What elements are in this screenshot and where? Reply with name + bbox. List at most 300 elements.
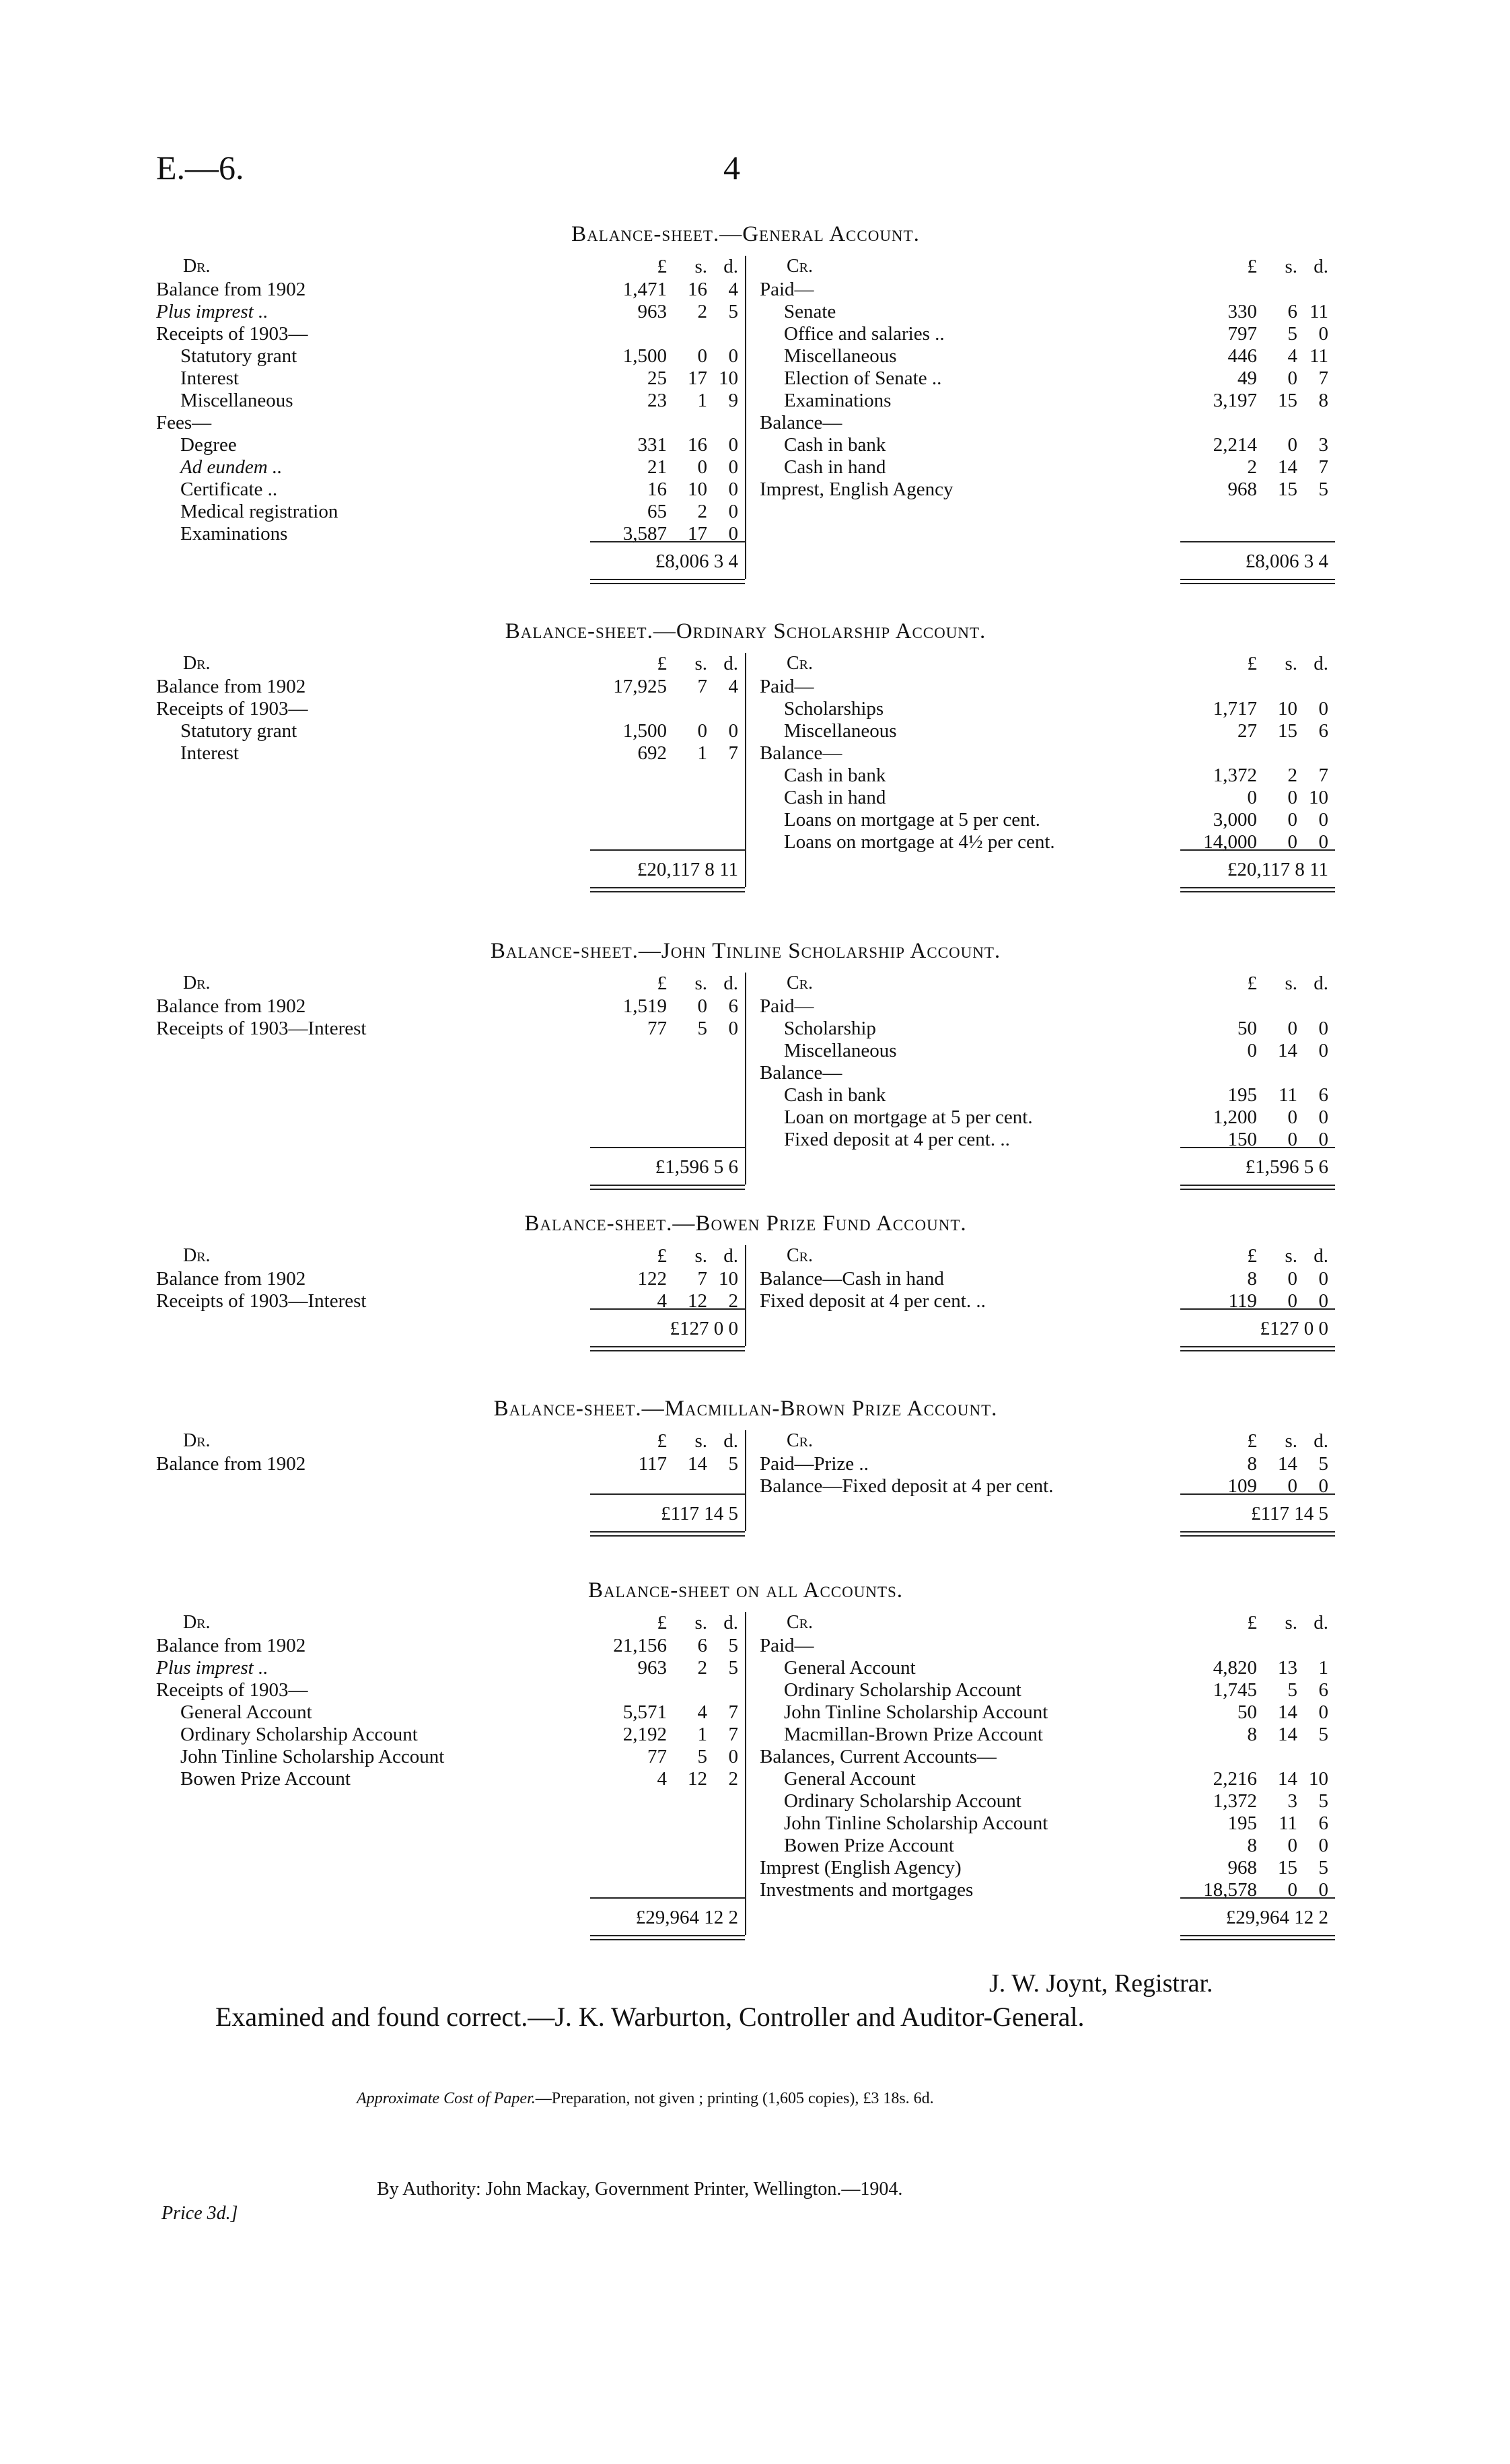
shilling-header: s. — [1285, 256, 1297, 277]
row-shillings: 14 — [1278, 456, 1297, 478]
pound-header: £ — [657, 1245, 667, 1267]
ledger-row — [156, 809, 745, 831]
ledger-row — [156, 1040, 745, 1062]
row-pounds: 1,500 — [622, 720, 667, 742]
double-rule — [1180, 583, 1335, 584]
row-shillings: 5 — [1287, 1679, 1297, 1701]
ledger-row — [746, 1812, 1335, 1835]
row-pounds: 50 — [1237, 1018, 1257, 1039]
row-pence: 4 — [728, 279, 738, 300]
ledger-row — [746, 698, 1335, 720]
row-pounds: 2 — [1247, 456, 1257, 478]
row-pounds: 4,820 — [1213, 1657, 1257, 1679]
row-label: Examinations — [784, 390, 892, 411]
row-pounds: 65 — [647, 501, 667, 522]
row-pounds: 1,500 — [622, 345, 667, 367]
ledger-row — [156, 323, 745, 345]
account-grid — [156, 1430, 1335, 1531]
account-grid — [156, 973, 1335, 1185]
debit-column — [156, 973, 745, 1185]
double-rule — [590, 1939, 745, 1940]
pence-header: d. — [723, 973, 738, 994]
row-label: Paid— — [760, 995, 814, 1017]
double-rule — [1180, 1346, 1335, 1347]
ledger-row — [156, 1635, 745, 1657]
total-row — [156, 1901, 745, 1935]
column-header — [156, 1245, 745, 1268]
row-pounds: 27 — [1237, 720, 1257, 742]
row-shillings: 6 — [1287, 301, 1297, 322]
row-label: Election of Senate .. — [784, 367, 942, 389]
row-label: Imprest (English Agency) — [760, 1857, 962, 1878]
row-shillings: 6 — [697, 1635, 707, 1656]
row-pence: 6 — [1318, 1084, 1328, 1106]
cost-label: Approximate Cost of Paper. — [357, 2090, 536, 2107]
pence-header: d. — [1314, 1430, 1328, 1452]
ledger-row — [746, 1635, 1335, 1657]
row-label: Bowen Prize Account — [180, 1768, 351, 1790]
ledger-row — [746, 434, 1335, 456]
row-pounds: 1,745 — [1213, 1679, 1257, 1701]
row-shillings: 2 — [1287, 765, 1297, 786]
ledger-row — [746, 279, 1335, 301]
row-label: Cash in bank — [784, 1084, 886, 1106]
row-label: Ad eundem .. — [180, 456, 283, 478]
row-shillings: 12 — [688, 1290, 707, 1312]
total-rule — [590, 1308, 745, 1310]
row-pence: 0 — [1318, 1268, 1328, 1290]
ledger-row — [156, 1657, 745, 1679]
ledger-row — [746, 501, 1335, 523]
row-label: Balance— — [760, 742, 842, 764]
double-rule — [1180, 1535, 1335, 1537]
row-pounds: 77 — [647, 1746, 667, 1767]
ledger-row — [746, 1790, 1335, 1812]
row-pence: 2 — [728, 1768, 738, 1790]
ledger-row — [746, 809, 1335, 831]
ledger-row — [156, 479, 745, 501]
row-pence: 0 — [1318, 831, 1328, 853]
row-pence: 5 — [728, 1657, 738, 1679]
cr-heading: Cr. — [787, 256, 814, 277]
row-label: Fees— — [156, 412, 212, 433]
printer-authority: By Authority: John Mackay, Government Printer, Wellington.—1904. — [377, 2179, 903, 2199]
row-pence: 6 — [1318, 720, 1328, 742]
double-rule — [590, 1350, 745, 1351]
row-label: Senate — [784, 301, 836, 322]
pence-header: d. — [723, 1612, 738, 1633]
row-pounds: 963 — [637, 301, 667, 322]
row-label: Interest — [180, 742, 239, 764]
row-shillings: 11 — [1279, 1812, 1297, 1834]
row-shillings: 0 — [1287, 1290, 1297, 1312]
pound-header: £ — [1247, 1430, 1257, 1452]
row-pounds: 77 — [647, 1018, 667, 1039]
row-pounds: 8 — [1247, 1724, 1257, 1745]
balance-sheet-section — [156, 619, 1335, 887]
row-pounds: 446 — [1227, 345, 1257, 367]
ledger-row — [746, 995, 1335, 1018]
row-shillings: 4 — [1287, 345, 1297, 367]
pence-header: d. — [723, 256, 738, 277]
section-title: Balance-sheet on all Accounts. — [587, 1578, 904, 1603]
double-rule — [590, 1185, 745, 1186]
ledger-row — [156, 345, 745, 367]
row-pounds: 1,372 — [1213, 1790, 1257, 1812]
pound-header: £ — [657, 973, 667, 994]
double-rule — [590, 887, 745, 888]
row-pence: 0 — [1318, 809, 1328, 831]
column-header — [746, 256, 1335, 279]
ledger-row — [156, 1084, 745, 1106]
total-rule — [1180, 1493, 1335, 1495]
row-label: Ordinary Scholarship Account — [784, 1679, 1021, 1701]
row-pence: 11 — [1309, 301, 1328, 322]
row-shillings: 16 — [688, 434, 707, 456]
double-rule — [1180, 891, 1335, 892]
pence-header: d. — [723, 653, 738, 674]
row-label: Fixed deposit at 4 per cent. .. — [760, 1290, 986, 1312]
row-pounds: 150 — [1227, 1129, 1257, 1150]
row-shillings: 2 — [697, 501, 707, 522]
row-label: Plus imprest .. — [156, 301, 268, 322]
debit-column — [156, 1245, 745, 1346]
double-rule — [1180, 1189, 1335, 1190]
row-pounds: 16 — [647, 479, 667, 500]
row-shillings: 17 — [688, 523, 707, 544]
credit-column — [745, 973, 1335, 1185]
double-rule — [590, 1535, 745, 1537]
row-label: Cash in hand — [784, 456, 886, 478]
row-label: Ordinary Scholarship Account — [180, 1724, 418, 1745]
double-rule — [590, 579, 745, 580]
total-amount: £117 14 5 — [1251, 1503, 1328, 1524]
row-shillings: 0 — [1287, 1268, 1297, 1290]
row-label: Plus imprest .. — [156, 1657, 268, 1679]
row-pounds: 4 — [657, 1290, 667, 1312]
ledger-row — [746, 1018, 1335, 1040]
row-pounds: 195 — [1227, 1084, 1257, 1106]
section-title: Balance-sheet.—Bowen Prize Fund Account. — [524, 1211, 967, 1236]
row-pounds: 1,372 — [1213, 765, 1257, 786]
ledger-row — [156, 1768, 745, 1790]
shilling-header: s. — [1285, 653, 1297, 674]
row-pounds: 8 — [1247, 1453, 1257, 1475]
ledger-row — [746, 1268, 1335, 1290]
total-row — [156, 853, 745, 887]
column-header — [156, 256, 745, 279]
ledger-row — [156, 279, 745, 301]
row-pence: 6 — [1318, 1679, 1328, 1701]
row-shillings: 14 — [688, 1453, 707, 1475]
ledger-row — [746, 323, 1335, 345]
ledger-row — [156, 765, 745, 787]
row-shillings: 1 — [697, 390, 707, 411]
row-shillings: 10 — [1278, 698, 1297, 719]
row-pence: 0 — [728, 1746, 738, 1767]
ledger-row — [156, 412, 745, 434]
pound-header: £ — [657, 1612, 667, 1633]
row-pence: 7 — [1318, 456, 1328, 478]
dr-heading: Dr. — [183, 1612, 211, 1633]
row-label: Miscellaneous — [180, 390, 293, 411]
ledger-row — [746, 720, 1335, 742]
row-label: Balance—Cash in hand — [760, 1268, 944, 1290]
double-rule — [1180, 1531, 1335, 1533]
ledger-row — [746, 1679, 1335, 1701]
double-rule — [1180, 1185, 1335, 1186]
ledger-row — [746, 765, 1335, 787]
row-pence: 0 — [1318, 1475, 1328, 1497]
row-label: Miscellaneous — [784, 720, 897, 742]
row-pence: 0 — [1318, 1835, 1328, 1856]
credit-column — [745, 653, 1335, 887]
pound-header: £ — [1247, 1612, 1257, 1633]
pound-header: £ — [657, 653, 667, 674]
row-pounds: 1,519 — [622, 995, 667, 1017]
dr-heading: Dr. — [183, 1430, 211, 1451]
row-label: Degree — [180, 434, 237, 456]
ledger-row — [156, 1106, 745, 1129]
total-amount: £127 0 0 — [670, 1318, 738, 1339]
row-pence: 0 — [1318, 1879, 1328, 1901]
ledger-row — [156, 1679, 745, 1701]
row-pence: 0 — [1318, 1129, 1328, 1150]
row-pence: 7 — [728, 742, 738, 764]
section-title: Balance-sheet.—Ordinary Scholarship Account. — [505, 619, 986, 643]
row-pounds: 2,216 — [1213, 1768, 1257, 1790]
ledger-row — [156, 698, 745, 720]
ledger-row — [156, 367, 745, 390]
column-header — [156, 1612, 745, 1635]
row-shillings: 10 — [688, 479, 707, 500]
cr-heading: Cr. — [787, 653, 814, 674]
row-label: Balance—Fixed deposit at 4 per cent. — [760, 1475, 1054, 1497]
column-header — [156, 1430, 745, 1453]
row-shillings: 14 — [1278, 1701, 1297, 1723]
debit-column — [156, 653, 745, 887]
debit-column — [156, 256, 745, 579]
row-shillings: 14 — [1278, 1768, 1297, 1790]
row-shillings: 14 — [1278, 1453, 1297, 1475]
row-label: Balances, Current Accounts— — [760, 1746, 997, 1767]
row-shillings: 1 — [697, 742, 707, 764]
cr-heading: Cr. — [787, 1430, 814, 1451]
ledger-row — [156, 456, 745, 479]
row-label: Receipts of 1903—Interest — [156, 1018, 367, 1039]
ledger-row — [156, 1746, 745, 1768]
row-label: Balance from 1902 — [156, 279, 306, 300]
shilling-header: s. — [1285, 1245, 1297, 1267]
row-pounds: 17,925 — [613, 676, 667, 697]
row-pence: 2 — [728, 1290, 738, 1312]
row-shillings: 5 — [1287, 323, 1297, 345]
row-pence: 7 — [728, 1701, 738, 1723]
row-shillings: 0 — [697, 720, 707, 742]
ledger-row — [156, 1268, 745, 1290]
row-pounds: 195 — [1227, 1812, 1257, 1834]
row-label: Interest — [180, 367, 239, 389]
row-label: Bowen Prize Account — [784, 1835, 954, 1856]
row-shillings: 15 — [1278, 1857, 1297, 1878]
row-shillings: 5 — [697, 1018, 707, 1039]
row-shillings: 0 — [1287, 1018, 1297, 1039]
row-shillings: 13 — [1278, 1657, 1297, 1679]
total-amount: £29,964 12 2 — [635, 1907, 738, 1928]
ledger-row — [156, 434, 745, 456]
row-shillings: 0 — [1287, 1879, 1297, 1901]
row-shillings: 15 — [1278, 720, 1297, 742]
total-row — [156, 545, 745, 579]
row-pounds: 3,587 — [622, 523, 667, 544]
double-rule — [1180, 1350, 1335, 1351]
row-label: Certificate .. — [180, 479, 278, 500]
total-row — [746, 853, 1335, 887]
total-amount: £8,006 3 4 — [1245, 551, 1328, 572]
ledger-row — [746, 301, 1335, 323]
row-pence: 0 — [1318, 1040, 1328, 1061]
row-pence: 9 — [728, 390, 738, 411]
total-row — [746, 545, 1335, 579]
row-shillings: 0 — [1287, 1835, 1297, 1856]
row-pence: 10 — [719, 367, 738, 389]
debit-column — [156, 1612, 745, 1935]
row-pence: 0 — [1318, 323, 1328, 345]
column-header — [746, 973, 1335, 995]
row-pence: 4 — [728, 676, 738, 697]
ledger-row — [746, 1768, 1335, 1790]
row-pounds: 968 — [1227, 1857, 1257, 1878]
row-pence: 0 — [1318, 1290, 1328, 1312]
shilling-header: s. — [694, 973, 707, 994]
row-label: Paid— — [760, 279, 814, 300]
row-label: Medical registration — [180, 501, 338, 522]
balance-sheet-section — [156, 222, 1335, 579]
total-rule — [1180, 1308, 1335, 1310]
row-pence: 0 — [1318, 1701, 1328, 1723]
section-title: Balance-sheet.—John Tinline Scholarship Account. — [490, 939, 1001, 963]
row-pence: 10 — [1309, 1768, 1328, 1790]
row-label: Paid— — [760, 1635, 814, 1656]
row-pounds: 1,717 — [1213, 698, 1257, 719]
row-pence: 0 — [1318, 698, 1328, 719]
row-pence: 1 — [1318, 1657, 1328, 1679]
row-label: Macmillan-Brown Prize Account — [784, 1724, 1043, 1745]
row-pounds: 692 — [637, 742, 667, 764]
row-pounds: 1,200 — [1213, 1106, 1257, 1128]
credit-column — [745, 1612, 1335, 1935]
ledger-row — [156, 995, 745, 1018]
total-row — [156, 1498, 745, 1531]
row-label: Miscellaneous — [784, 345, 897, 367]
total-amount: £20,117 8 11 — [637, 859, 738, 880]
row-pounds: 117 — [638, 1453, 667, 1475]
total-row — [746, 1151, 1335, 1185]
total-amount: £20,117 8 11 — [1227, 859, 1328, 880]
balance-sheet-section — [156, 1578, 1335, 1935]
row-label: Scholarship — [784, 1018, 876, 1039]
row-pence: 0 — [728, 345, 738, 367]
row-shillings: 0 — [697, 345, 707, 367]
shilling-header: s. — [1285, 973, 1297, 994]
row-pence: 10 — [1309, 787, 1328, 808]
row-pence: 5 — [728, 1453, 738, 1475]
ledger-row — [746, 1701, 1335, 1724]
double-rule — [590, 1189, 745, 1190]
credit-column — [745, 1430, 1335, 1531]
account-grid — [156, 256, 1335, 579]
row-shillings: 14 — [1278, 1040, 1297, 1061]
pence-header: d. — [1314, 1612, 1328, 1633]
row-pounds: 49 — [1237, 367, 1257, 389]
ledger-row — [156, 1453, 745, 1475]
row-label: Examinations — [180, 523, 288, 544]
row-pence: 6 — [728, 995, 738, 1017]
total-amount: £29,964 12 2 — [1225, 1907, 1328, 1928]
ledger-row — [156, 1701, 745, 1724]
total-rule — [590, 541, 745, 542]
row-pounds: 122 — [637, 1268, 667, 1290]
row-shillings: 0 — [1287, 1106, 1297, 1128]
double-rule — [590, 1935, 745, 1936]
row-label: Balance— — [760, 1062, 842, 1084]
section-title: Balance-sheet.—Macmillan-Brown Prize Account. — [493, 1397, 998, 1421]
row-shillings: 2 — [697, 1657, 707, 1679]
row-pence: 0 — [1318, 1106, 1328, 1128]
row-shillings: 0 — [1287, 367, 1297, 389]
section-title: Balance-sheet.—General Account. — [571, 222, 920, 246]
row-pence: 5 — [728, 1635, 738, 1656]
double-rule — [1180, 1939, 1335, 1940]
double-rule — [1180, 579, 1335, 580]
double-rule — [590, 583, 745, 584]
shilling-header: s. — [1285, 1430, 1297, 1452]
pound-header: £ — [1247, 1245, 1257, 1267]
row-label: Receipts of 1903— — [156, 323, 308, 345]
row-pounds: 4 — [657, 1768, 667, 1790]
row-label: Cash in bank — [784, 434, 886, 456]
row-pounds: 331 — [637, 434, 667, 456]
shilling-header: s. — [694, 1245, 707, 1267]
shilling-header: s. — [694, 1430, 707, 1452]
row-shillings: 3 — [1287, 1790, 1297, 1812]
total-row — [746, 1901, 1335, 1935]
price-note: Price 3d.] — [161, 2203, 238, 2224]
row-label: Imprest, English Agency — [760, 479, 954, 500]
shilling-header: s. — [694, 653, 707, 674]
ledger-row — [746, 1084, 1335, 1106]
credit-column — [745, 256, 1335, 579]
row-pounds: 109 — [1227, 1475, 1257, 1497]
row-pence: 5 — [1318, 1724, 1328, 1745]
row-shillings: 14 — [1278, 1724, 1297, 1745]
ledger-row — [746, 1724, 1335, 1746]
ledger-row — [746, 1657, 1335, 1679]
total-rule — [1180, 849, 1335, 851]
debit-column — [156, 1430, 745, 1531]
row-pounds: 3,000 — [1213, 809, 1257, 831]
row-pence: 0 — [728, 720, 738, 742]
account-grid — [156, 653, 1335, 887]
row-label: Loan on mortgage at 5 per cent. — [784, 1106, 1033, 1128]
row-label: Loans on mortgage at 4½ per cent. — [784, 831, 1055, 853]
row-pence: 10 — [719, 1268, 738, 1290]
row-shillings: 11 — [1279, 1084, 1297, 1106]
row-pounds: 968 — [1227, 479, 1257, 500]
dr-heading: Dr. — [183, 653, 211, 674]
column-header — [156, 653, 745, 676]
total-rule — [1180, 1897, 1335, 1899]
